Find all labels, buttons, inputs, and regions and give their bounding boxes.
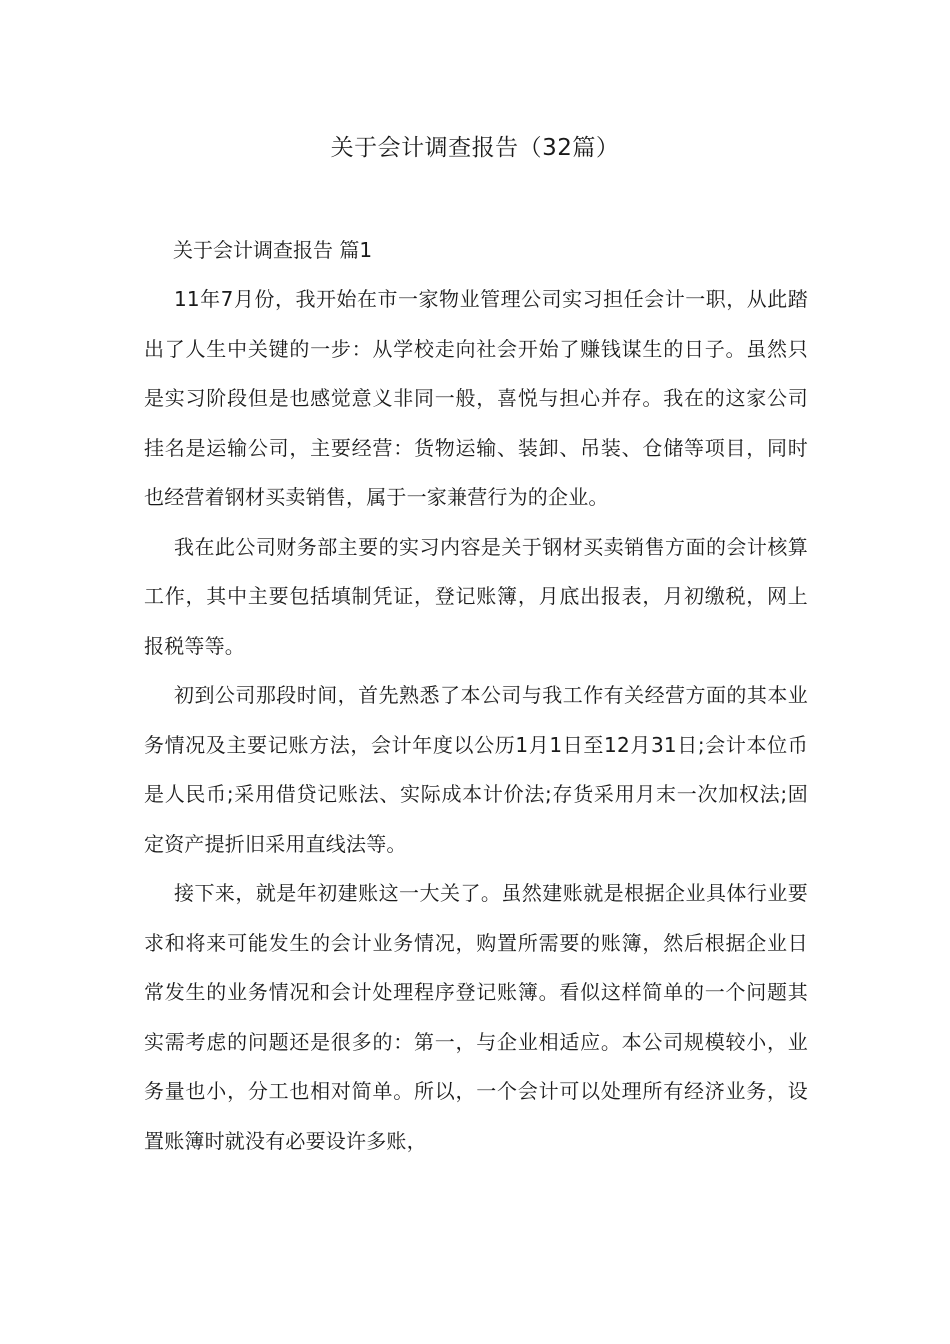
paragraph-1: 11年7月份，我开始在市一家物业管理公司实习担任会计一职，从此踏出了人生中关键的一步：从学校走向社会开始了赚钱谋生的日子。虽然只是实习阶段但是也感觉意义非同一般，喜悦与担心并存。我在的这家公司挂名是运输公司，主要经营：货物运输、装卸、吊装、仓储等项目，同时也经营着钢材买卖销售，属于一家兼营行为的企业。 <box>144 287 808 509</box>
paragraph-4: 接下来，就是年初建账这一大关了。虽然建账就是根据企业具体行业要求和将来可能发生的会计业务情况，购置所需要的账簿，然后根据企业日常发生的业务情况和会计处理程序登记账簿。看似这样简单的一个问题其实需考虑的问题还是很多的：第一，与企业相适应。本公司规模较小，业务量也小，分工也相对简单。所以，一个会计可以处理所有经济业务，设置账簿时就没有必要设许多账， <box>144 881 808 1153</box>
document-title: 关于会计调查报告（32篇） <box>330 135 620 161</box>
paragraph-3: 初到公司那段时间，首先熟悉了本公司与我工作有关经营方面的其本业务情况及主要记账方法，会计年度以公历1月1日至12月31日;会计本位币是人民币;采用借贷记账法、实际成本计价法;存货采用月末一次加权法;固定资产提折旧采用直线法等。 <box>144 683 808 856</box>
paragraph-2: 我在此公司财务部主要的实习内容是关于钢材买卖销售方面的会计核算工作，其中主要包括填制凭证，登记账簿，月底出报表，月初缴税，网上报税等等。 <box>144 534 808 658</box>
section-heading: 关于会计调查报告 篇1 <box>173 238 373 262</box>
document-body <box>144 226 808 1166</box>
